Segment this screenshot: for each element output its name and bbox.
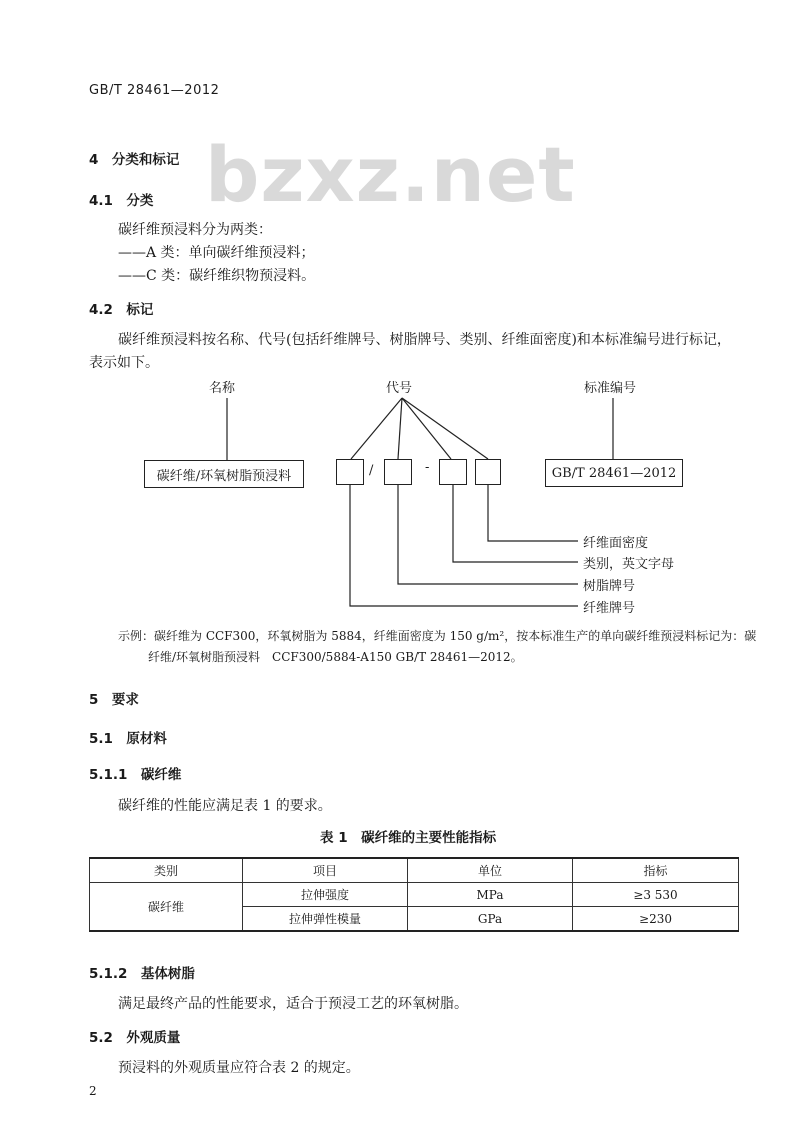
code-slash: / xyxy=(369,463,374,478)
legend-resin-grade: 树脂牌号 xyxy=(583,579,636,594)
section-5-1-heading: 5.1 原材料 xyxy=(89,731,167,747)
table-cell-unit: MPa xyxy=(408,883,573,907)
section-4-2-text-line1: 碳纤维预浸料按名称、代号(包括纤维牌号、树脂牌号、类别、纤维面密度)和本标准编号进行标记， xyxy=(118,332,731,348)
section-5-2-text: 预浸料的外观质量应符合表 2 的规定。 xyxy=(118,1060,360,1076)
diagram-code-label: 代号 xyxy=(386,381,413,396)
code-box-type xyxy=(439,459,467,485)
section-4-heading: 4 分类和标记 xyxy=(89,152,180,168)
section-4-1-item-a: ——A 类：单向碳纤维预浸料； xyxy=(118,245,315,261)
table-header-value: 指标 xyxy=(573,858,739,883)
table-cell-item: 拉伸弹性模量 xyxy=(243,907,408,932)
legend-areal-density: 纤维面密度 xyxy=(583,536,649,551)
section-5-heading: 5 要求 xyxy=(89,692,139,708)
table-header-unit: 单位 xyxy=(408,858,573,883)
section-4-2-text-line2: 表示如下。 xyxy=(89,355,159,371)
section-5-1-1-heading: 5.1.1 碳纤维 xyxy=(89,767,182,783)
example-line1: 示例：碳纤维为 CCF300，环氧树脂为 5884，纤维面密度为 150 g/m²，按本标准生产的单向碳纤维预浸料标记为：碳 xyxy=(118,629,757,643)
table-cell-item: 拉伸强度 xyxy=(243,883,408,907)
code-box-resin xyxy=(384,459,412,485)
section-5-1-2-heading: 5.1.2 基体树脂 xyxy=(89,966,195,982)
table-header-row xyxy=(90,858,739,883)
table-cell-unit: GPa xyxy=(408,907,573,932)
table-header-category: 类别 xyxy=(90,858,243,883)
table-1-title: 表 1 碳纤维的主要性能指标 xyxy=(320,830,497,846)
section-4-2-heading: 4.2 标记 xyxy=(89,302,154,318)
legend-fiber-grade: 纤维牌号 xyxy=(583,601,636,616)
code-box-fiber xyxy=(336,459,364,485)
section-5-1-1-text: 碳纤维的性能应满足表 1 的要求。 xyxy=(118,798,332,814)
watermark-logo: bzxz.net xyxy=(205,130,576,219)
document-standard-number: GB/T 28461—2012 xyxy=(89,83,220,98)
section-4-1-heading: 4.1 分类 xyxy=(89,193,154,209)
diagram-standard-box-text: GB/T 28461—2012 xyxy=(551,465,677,481)
table-1 xyxy=(89,857,739,932)
legend-type-letter: 类别，英文字母 xyxy=(583,557,675,572)
section-5-1-2-text: 满足最终产品的性能要求，适合于预浸工艺的环氧树脂。 xyxy=(118,996,468,1012)
diagram-name-box-text: 碳纤维/环氧树脂预浸料 xyxy=(156,468,292,484)
table-header-item: 项目 xyxy=(243,858,408,883)
section-5-2-heading: 5.2 外观质量 xyxy=(89,1030,181,1046)
diagram-standard-label: 标准编号 xyxy=(584,381,637,396)
page-number: 2 xyxy=(89,1084,97,1098)
diagram-name-label: 名称 xyxy=(209,381,236,396)
example-line2: 纤维/环氧树脂预浸料 CCF300/5884-A150 GB/T 28461—2012。 xyxy=(148,650,523,664)
section-4-1-item-c: ——C 类：碳纤维织物预浸料。 xyxy=(118,268,316,284)
table-cell-value: ≥3 530 xyxy=(573,883,739,907)
section-4-1-intro: 碳纤维预浸料分为两类： xyxy=(118,222,272,238)
code-box-areal-density xyxy=(475,459,501,485)
code-dash: - xyxy=(425,460,430,475)
table-cell-category: 碳纤维 xyxy=(90,883,243,932)
diagram-name-box xyxy=(144,460,304,488)
table-row xyxy=(90,883,739,907)
table-cell-value: ≥230 xyxy=(573,907,739,932)
diagram-standard-box xyxy=(545,459,683,487)
